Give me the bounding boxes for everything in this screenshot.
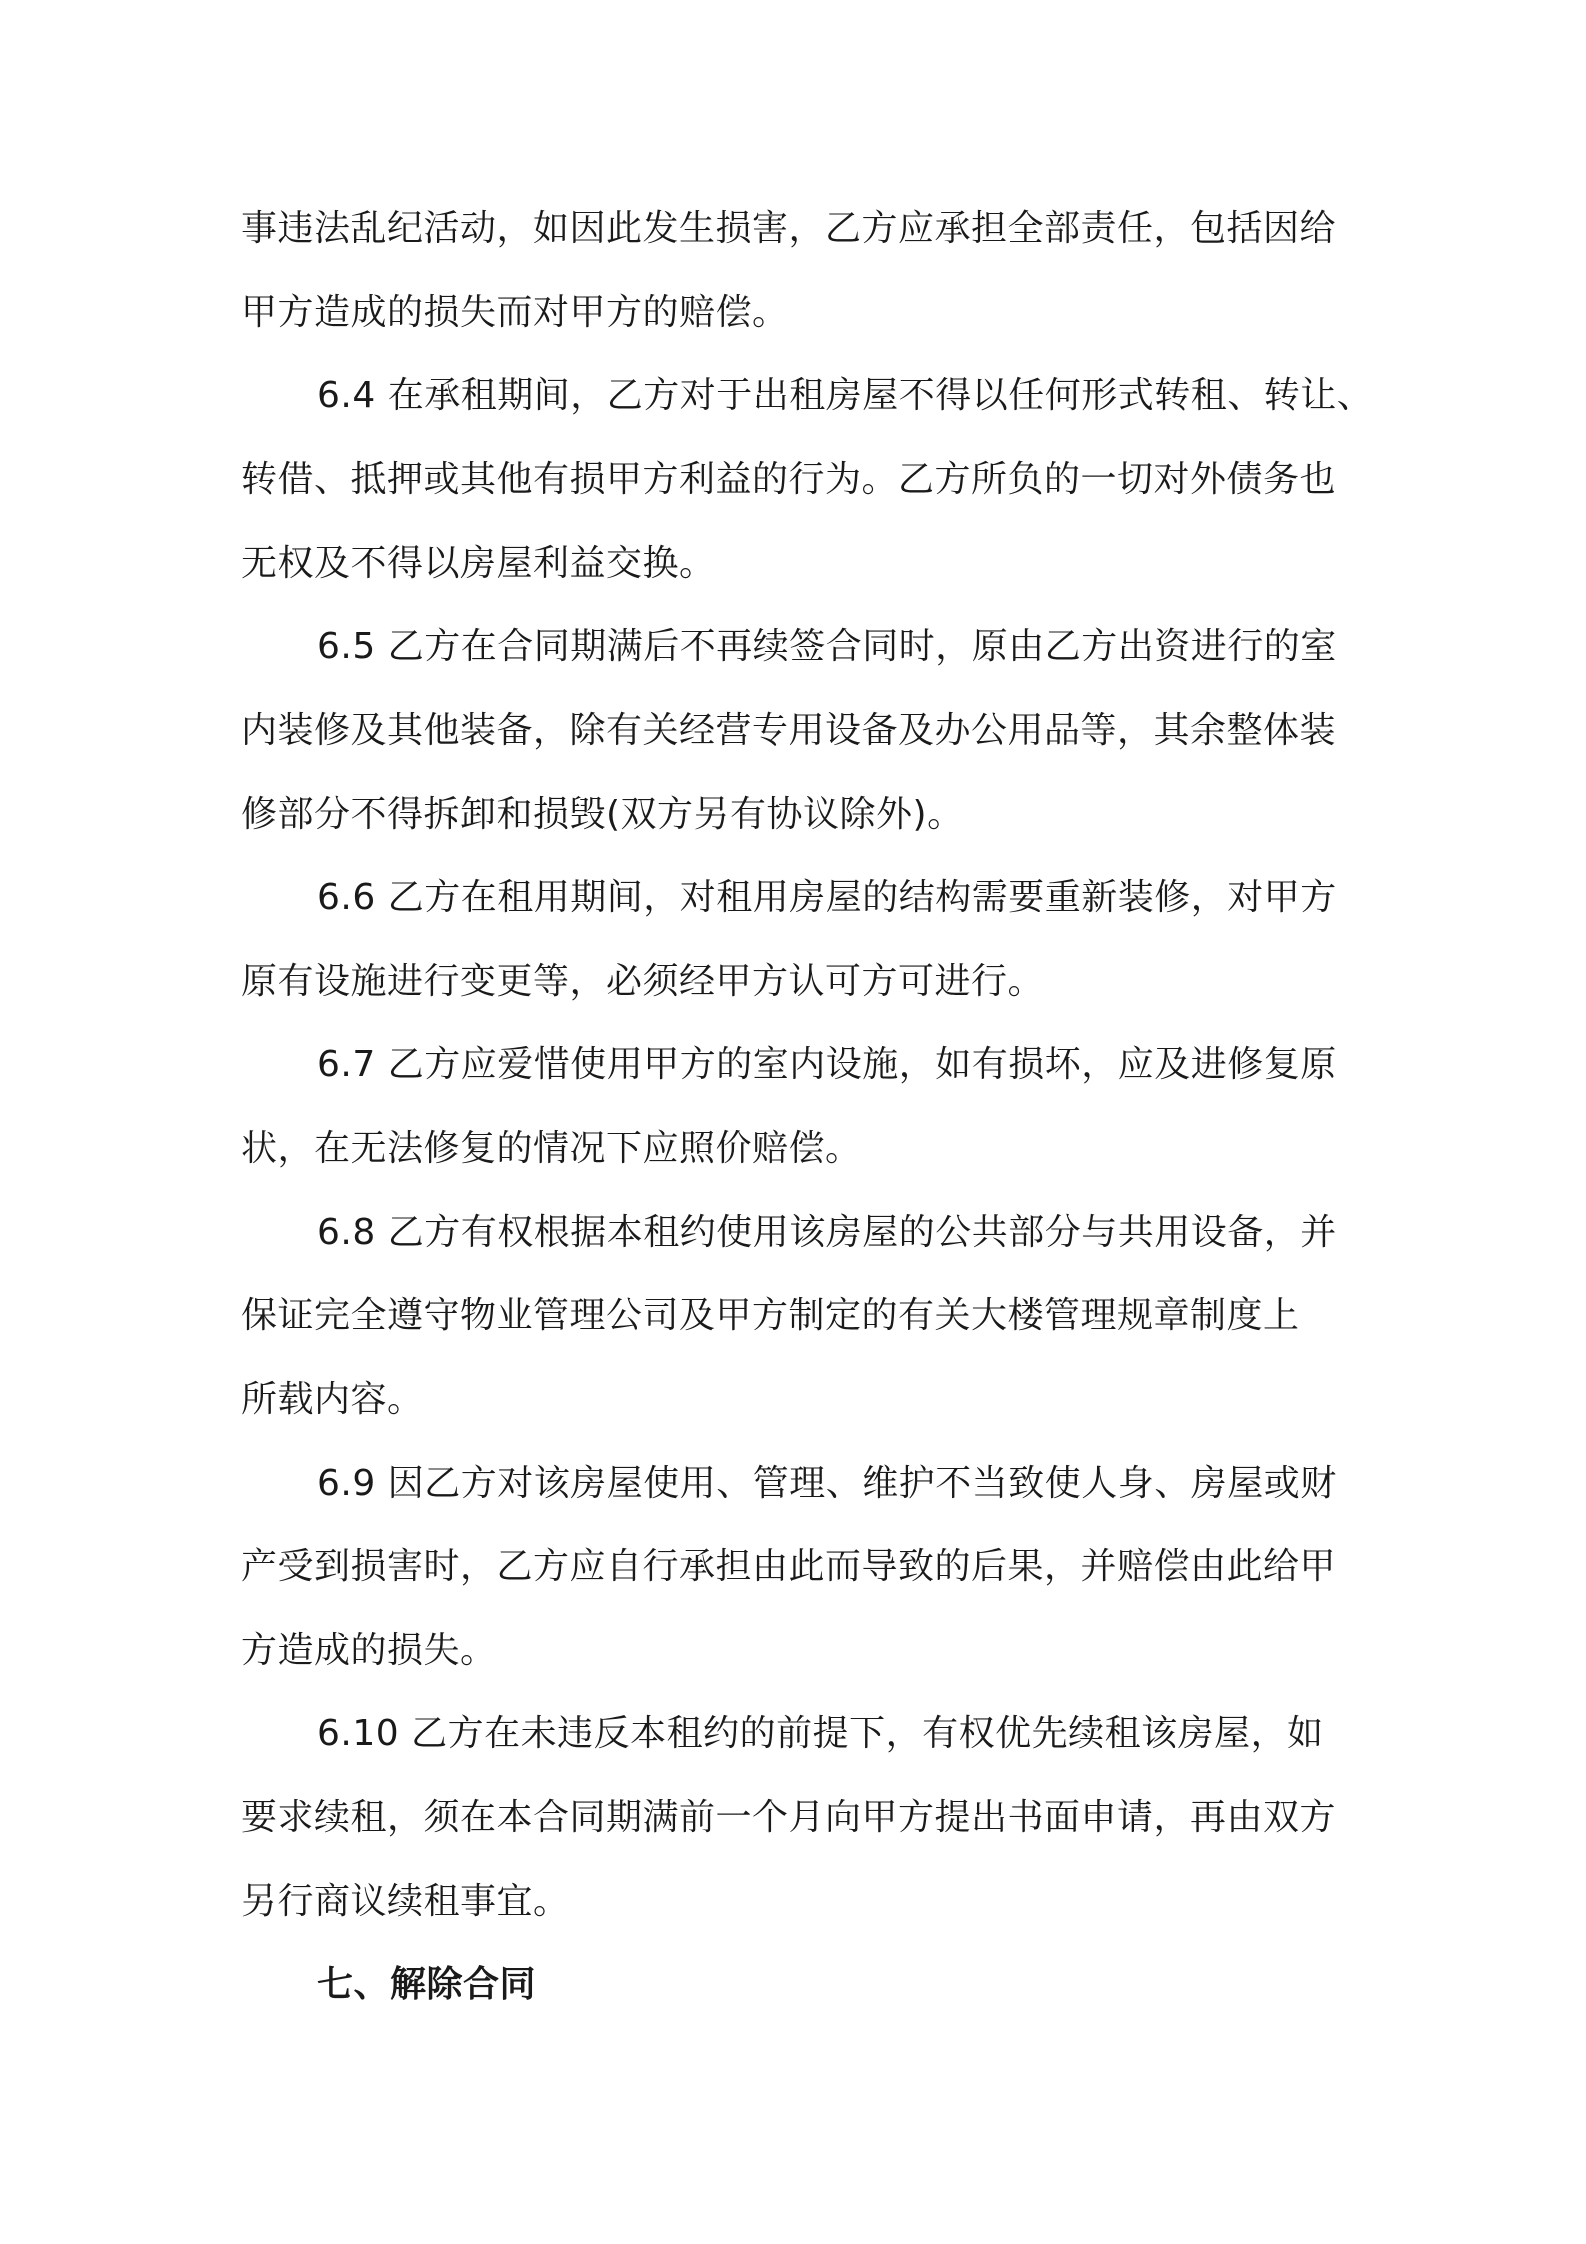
paragraph-line: 修部分不得拆卸和损毁(双方另有协议除外)。: [241, 794, 964, 835]
paragraph-line: 6.9 因乙方对该房屋使用、管理、维护不当致使人身、房屋或财: [317, 1463, 1337, 1504]
paragraph-line: 另行商议续租事宜。: [241, 1881, 570, 1922]
paragraph-line: 6.8 乙方有权根据本租约使用该房屋的公共部分与共用设备，并: [317, 1212, 1337, 1253]
paragraph-line: 所载内容。: [241, 1379, 424, 1420]
paragraph-line: 甲方造成的损失而对甲方的赔偿。: [241, 292, 789, 333]
paragraph-line: 事违法乱纪活动，如因此发生损害，乙方应承担全部责任，包括因给: [241, 208, 1337, 249]
paragraph-line: 6.7 乙方应爱惜使用甲方的室内设施，如有损坏，应及进修复原: [317, 1044, 1337, 1085]
paragraph-line: 6.4 在承租期间，乙方对于出租房屋不得以任何形式转租、转让、: [317, 375, 1374, 416]
paragraph-line: 转借、抵押或其他有损甲方利益的行为。乙方所负的一切对外债务也: [241, 459, 1337, 500]
paragraph-line: 6.6 乙方在租用期间，对租用房屋的结构需要重新装修，对甲方: [317, 877, 1337, 918]
paragraph-line: 内装修及其他装备，除有关经营专用设备及办公用品等，其余整体装: [241, 710, 1337, 751]
paragraph-line: 方造成的损失。: [241, 1630, 497, 1671]
section-heading: 七、解除合同: [317, 1964, 537, 2005]
paragraph-line: 状，在无法修复的情况下应照价赔偿。: [241, 1128, 862, 1169]
paragraph-line: 保证完全遵守物业管理公司及甲方制定的有关大楼管理规章制度上: [241, 1295, 1300, 1336]
paragraph-line: 6.5 乙方在合同期满后不再续签合同时，原由乙方出资进行的室: [317, 626, 1337, 667]
paragraph-line: 原有设施进行变更等，必须经甲方认可方可进行。: [241, 961, 1045, 1002]
paragraph-line: 产受到损害时，乙方应自行承担由此而导致的后果，并赔偿由此给甲: [241, 1546, 1337, 1587]
paragraph-line: 无权及不得以房屋利益交换。: [241, 543, 716, 584]
paragraph-line: 要求续租，须在本合同期满前一个月向甲方提出书面申请，再由双方: [241, 1797, 1337, 1838]
paragraph-line: 6.10 乙方在未违反本租约的前提下，有权优先续租该房屋，如: [317, 1713, 1324, 1754]
